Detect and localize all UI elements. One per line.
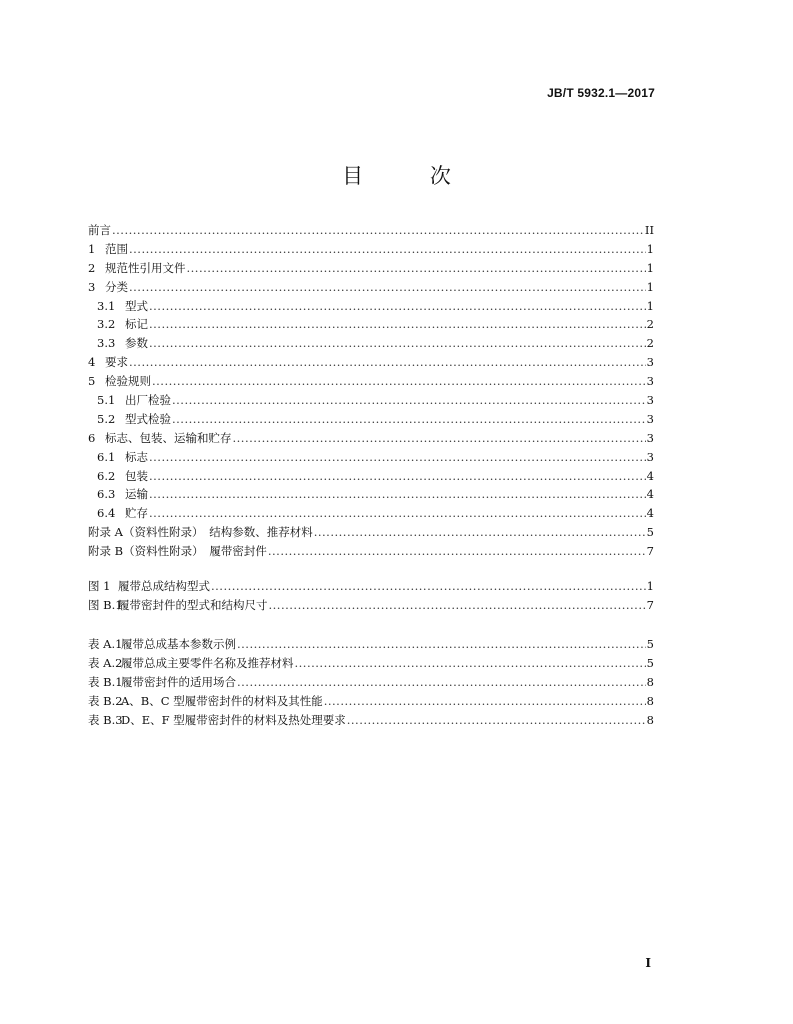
toc-entry-number: 图 1 [88,579,111,593]
dot-leader [237,637,646,651]
toc-entry-number: 6.4 [97,506,116,521]
toc-entry-number: 2 [88,260,96,275]
dot-leader [129,355,646,369]
toc-entry-number: 6.3 [97,487,116,502]
toc-entry-page: 1 [646,241,654,256]
toc-entry-label: 型式 [125,298,148,313]
dot-leader [149,487,646,501]
toc-entry-page: 3 [646,393,654,408]
toc-entry[interactable] [88,449,654,468]
toc-entry-label: 标志 [125,449,148,464]
toc-entry-page: 1 [646,279,654,294]
toc-entry-label: D、E、F 型履带密封件的材料及热处理要求 [121,712,346,727]
toc-entry[interactable] [88,674,654,693]
toc-entry-number: 5.2 [97,411,116,426]
toc-entry-label: 履带总成基本参数示例 [121,637,236,651]
toc-entry[interactable] [88,411,654,430]
toc-entry[interactable] [88,392,654,411]
dot-leader [149,317,646,331]
dot-leader [149,450,646,464]
toc-entry-label: 履带密封件的适用场合 [121,674,236,689]
toc-entry-page: 1 [646,579,654,593]
toc-entry-label: 运输 [125,487,148,502]
toc-entry-page: 1 [646,298,654,313]
toc-entry-page: 8 [646,674,654,689]
toc-entry-page: II [644,223,654,237]
toc-entry-page: 3 [646,430,654,445]
toc-entry-number: 6 [88,430,96,445]
dot-leader [269,598,646,612]
toc-entry-number: 表 A.2 [88,655,123,670]
toc-entry-number: 表 B.2 [88,693,123,708]
toc-entry-number: 3 [88,279,96,294]
toc-entry-label: 范围 [105,241,128,256]
dot-leader [172,412,646,426]
toc-entry-number: 图 B.1 [88,597,123,612]
dot-leader [314,525,646,539]
dot-leader [112,223,644,237]
toc-entry[interactable] [88,316,654,335]
toc-entry[interactable] [88,693,654,712]
dot-leader [211,579,646,593]
toc-entry-page: 2 [646,336,654,351]
toc-entry[interactable] [88,430,654,449]
toc-entry-page: 5 [646,655,654,670]
toc-entry[interactable] [88,486,654,505]
toc-entry-label: 履带总成结构型式 [118,579,210,593]
standard-number: JB/T 5932.1—2017 [547,86,655,100]
dot-leader [152,374,646,388]
toc-entry-label: 标志、包装、运输和贮存 [105,430,232,445]
toc-entry[interactable] [88,505,654,524]
toc-contents [88,222,654,562]
toc-entry-number: 5 [88,374,96,389]
page-number: I [645,956,651,970]
page-title: 目 次 [342,164,481,188]
toc-entry-page: 5 [646,525,654,540]
toc-entry-number: 表 B.1 [88,674,123,689]
dot-leader [149,299,646,313]
toc-entry-label: 检验规则 [105,374,151,389]
toc-entry-label: 履带总成主要零件名称及推荐材料 [121,655,294,670]
toc-entry-label: 分类 [105,279,128,294]
toc-entry-label: 出厂检验 [125,393,171,408]
toc-entry-page: 7 [646,597,654,612]
toc-entry-page: 4 [646,468,654,483]
toc-entry-number: 3.2 [97,317,116,332]
dot-leader [324,694,646,708]
toc-entry-label: 履带密封件的型式和结构尺寸 [118,597,268,612]
dot-leader [268,544,646,558]
toc-entry[interactable] [88,655,654,674]
toc-entry[interactable] [88,335,654,354]
toc-entry[interactable] [88,298,654,317]
toc-entry[interactable] [88,260,654,279]
dot-leader [172,393,646,407]
toc-entry-number: 表 B.3 [88,712,123,727]
toc-entry-label: 标记 [125,317,148,332]
toc-entry-number: 3.1 [97,298,116,313]
toc-figures [88,578,654,616]
dot-leader [187,261,646,275]
toc-entry-page: 4 [646,506,654,521]
toc-entry-page: 7 [646,544,654,559]
dot-leader [233,431,646,445]
toc-entry-number: 3.3 [97,336,116,351]
toc-entry-number: 5.1 [97,393,116,408]
toc-entry[interactable] [88,597,654,616]
toc-entry-page: 8 [646,693,654,708]
toc-entry-page: 4 [646,487,654,502]
toc-entry-label: A、B、C 型履带密封件的材料及其性能 [121,693,323,708]
dot-leader [237,675,646,689]
toc-entry[interactable] [88,279,654,298]
toc-entry[interactable] [88,578,654,597]
toc-entry-page: 5 [646,637,654,651]
toc-entry-number: 6.2 [97,468,116,483]
toc-entry-page: 3 [646,374,654,389]
toc-entry-number: 1 [88,241,96,256]
toc-entry-number: 4 [88,355,96,370]
toc-entry[interactable] [88,524,654,543]
toc-entry-number: 表 A.1 [88,637,123,651]
toc-entry-page: 3 [646,411,654,426]
toc-entry[interactable] [88,241,654,260]
toc-entry[interactable] [88,373,654,392]
dot-leader [295,656,646,670]
toc-entry-page: 3 [646,449,654,464]
toc-entry[interactable] [88,543,654,562]
dot-leader [149,469,646,483]
toc-entry-label: 规范性引用文件 [105,260,186,275]
toc-entry-label: 附录 B（资料性附录） 履带密封件 [88,544,267,559]
toc-entry-label: 要求 [105,355,128,370]
toc-entry[interactable] [88,712,654,731]
toc-tables [88,636,654,730]
toc-entry[interactable] [88,354,654,373]
toc-entry-number: 6.1 [97,449,116,464]
toc-entry[interactable] [88,636,654,655]
toc-entry-page: 2 [646,317,654,332]
toc-entry-label: 型式检验 [125,411,171,426]
toc-entry-page: 1 [646,260,654,275]
toc-entry[interactable] [88,468,654,487]
dot-leader [149,336,646,350]
dot-leader [149,506,646,520]
dot-leader [129,242,646,256]
toc-entry-label: 贮存 [125,506,148,521]
toc-entry-page: 3 [646,355,654,370]
dot-leader [347,713,646,727]
toc-entry-label: 前言 [88,223,111,237]
toc-entry-page: 8 [646,712,654,727]
dot-leader [129,280,646,294]
toc-entry-label: 参数 [125,336,148,351]
toc-entry-label: 附录 A（资料性附录） 结构参数、推荐材料 [88,525,313,540]
toc-entry[interactable] [88,222,654,241]
toc-entry-label: 包装 [125,468,148,483]
